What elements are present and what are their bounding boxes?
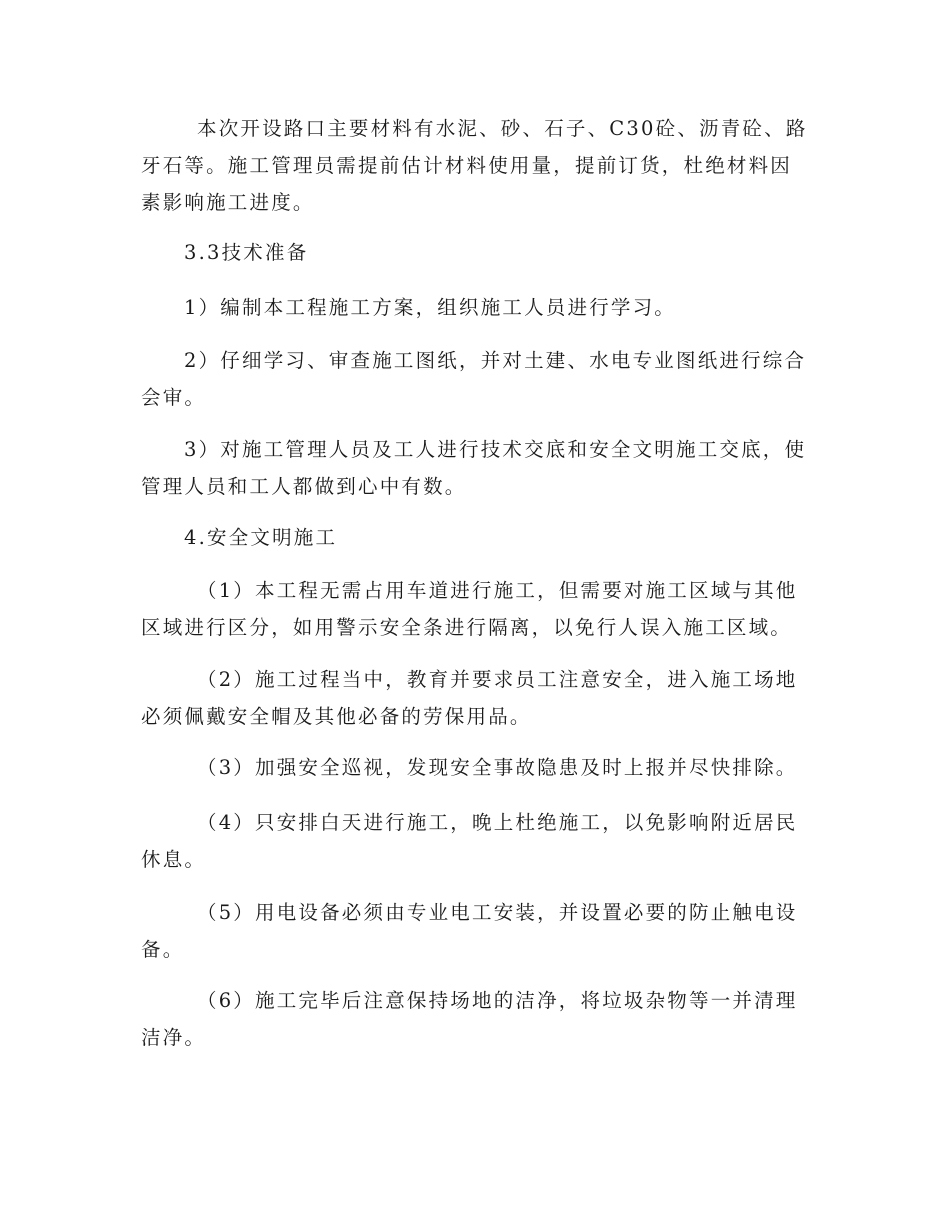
paragraph-safety-5: [141, 894, 805, 968]
text-line: 牙石等。施工管理员需提前估计材料使用量，提前订货，杜绝材料因: [141, 154, 793, 177]
text-line: 1）编制本工程施工方案，组织施工人员进行学习。: [184, 296, 677, 319]
text-line: 休息。: [141, 848, 207, 871]
paragraph-tech-2: [141, 342, 805, 416]
text-line: 2）仔细学习、审查施工图纸，并对土建、水电专业图纸进行综合: [184, 349, 807, 372]
text-line: （2）施工过程当中，教育并要求员工注意安全，进入施工场地: [197, 668, 798, 691]
paragraph-safety-4: [141, 804, 805, 878]
section-heading-3-3: [141, 234, 805, 271]
text-line: 会审。: [141, 386, 207, 409]
text-line: （3）加强安全巡视，发现安全事故隐患及时上报并尽快排除。: [197, 756, 798, 779]
text-line: 备。: [141, 938, 185, 961]
text-line: 素影响施工进度。: [141, 191, 315, 214]
text-line: 区域进行区分，如用警示安全条进行隔离，以免行人误入施工区域。: [141, 616, 793, 639]
text-line: （1）本工程无需占用车道进行施工，但需要对施工区域与其他: [197, 579, 798, 602]
section-heading-4: [141, 519, 805, 556]
paragraph-materials: [141, 110, 808, 221]
paragraph-safety-2: [141, 661, 805, 735]
text-line: 本次开设路口主要材料有水泥、砂、石子、C30砼、沥青砼、路: [197, 117, 808, 140]
text-line: （5）用电设备必须由专业电工安装，并设置必要的防止触电设: [197, 901, 798, 924]
text-line: （6）施工完毕后注意保持场地的洁净，将垃圾杂物等一并清理: [197, 989, 798, 1012]
text-line: 管理人员和工人都做到心中有数。: [141, 475, 467, 498]
text-line: 洁净。: [141, 1026, 207, 1049]
text-line: 必须佩戴安全帽及其他必备的劳保用品。: [141, 705, 532, 728]
text-line: 3.3技术准备: [184, 241, 309, 264]
text-line: （4）只安排白天进行施工，晚上杜绝施工，以免影响附近居民: [197, 811, 798, 834]
paragraph-tech-3: [141, 431, 805, 505]
paragraph-safety-6: [141, 982, 805, 1056]
paragraph-tech-1: [141, 289, 805, 326]
text-line: 3）对施工管理人员及工人进行技术交底和安全文明施工交底，使: [184, 438, 807, 461]
text-line: 4.安全文明施工: [184, 526, 338, 549]
paragraph-safety-1: [141, 572, 805, 646]
paragraph-safety-3: [141, 749, 805, 786]
